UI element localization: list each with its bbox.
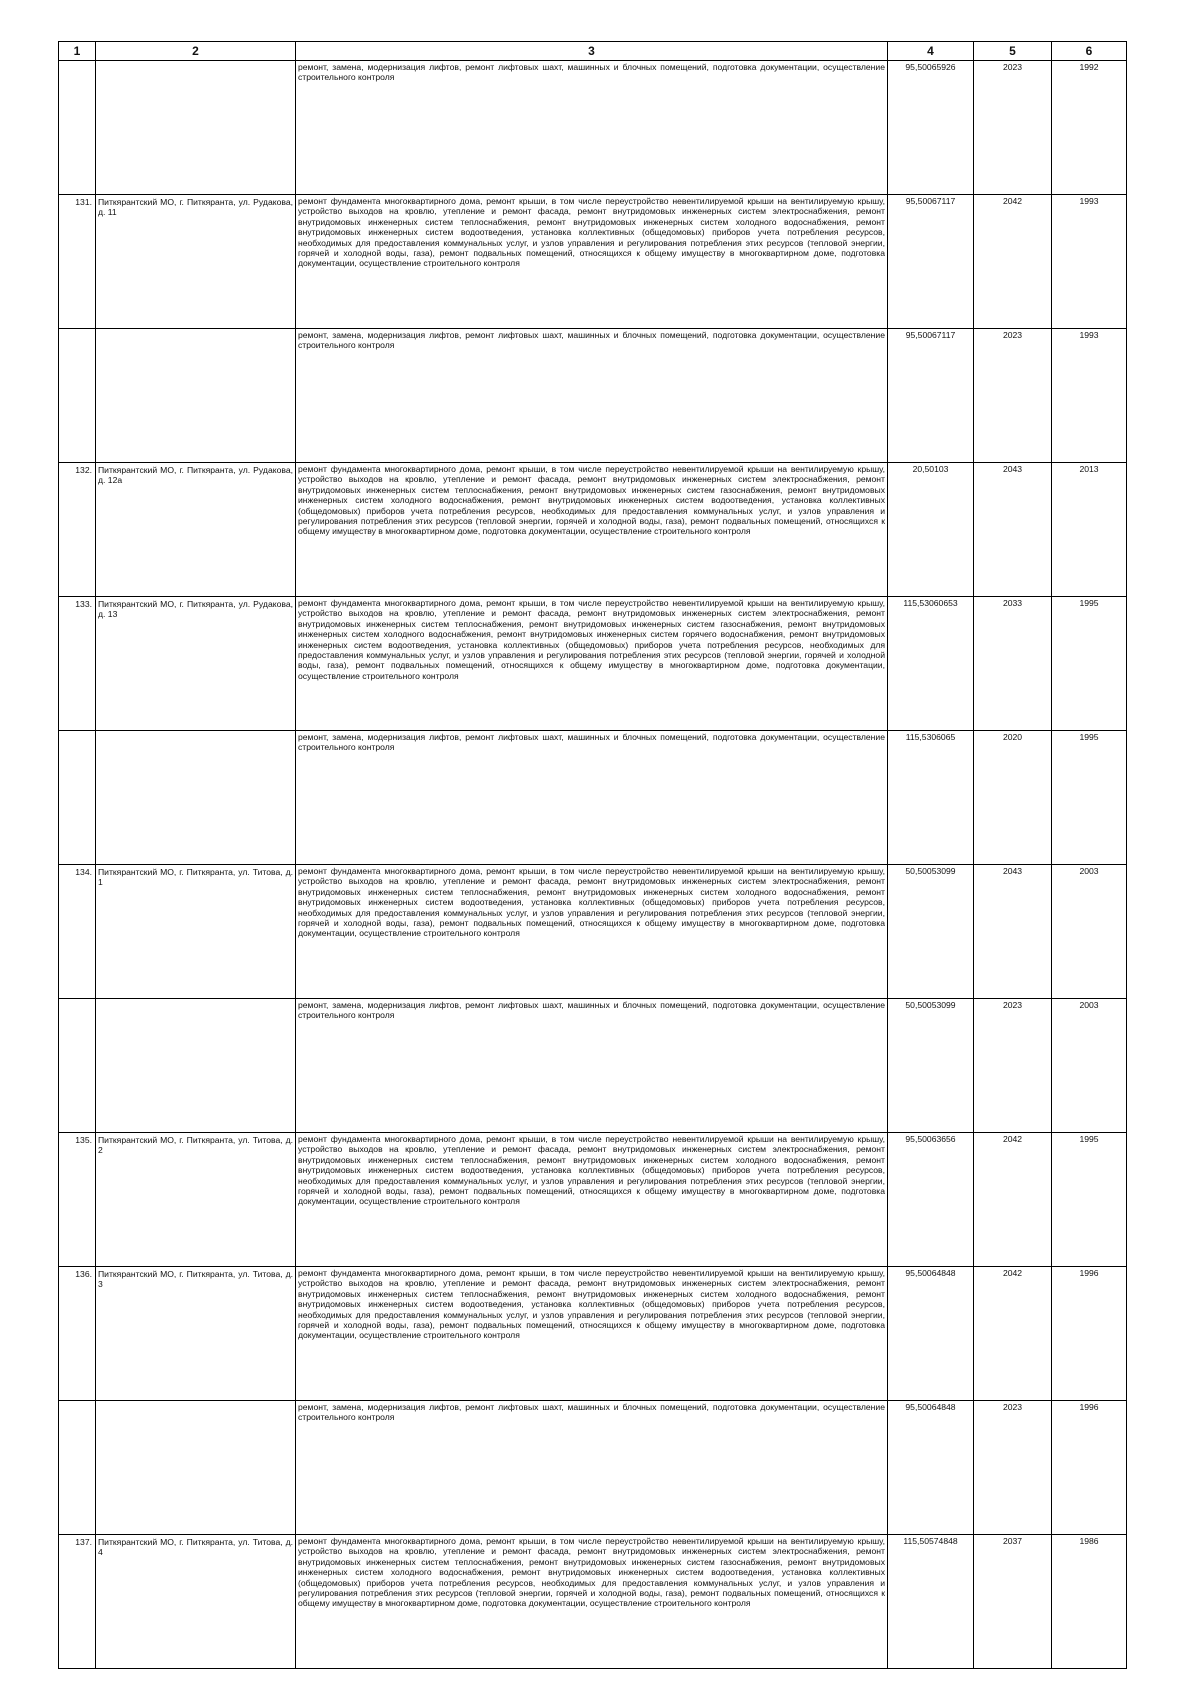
row-works: ремонт фундамента многоквартирного дома, ремонт крыши, в том числе переустройство невентилируемой крыши на вентилируемую крышу, устройство выходов на кровлю, утепление и ремонт фасада, ремонт внутридомовых инженерных систем электроснабжения, ремонт внутридомовых инженерных систем теплоснабжения, ремонт внутридомовых инженерных систем холодного водоснабжения, ремонт внутридомовых инженерных систем водоотведения, установка коллективных (общедомовых) приборов учета потребления ресурсов, необходимых для предоставления коммунальных услуг, и узлов управления и регулирования потребления этих ресурсов (тепловой энергии, горячей и холодной воды, газа), ремонт подвальных помещений, относящихся к общему имуществу в многоквартирном доме, подготовка документации, осуществление строительного контроля xyxy=(296,1267,888,1401)
table-row xyxy=(59,195,1127,329)
row-number: 137. xyxy=(59,1535,96,1669)
table-row xyxy=(59,731,1127,865)
row-built: 1993 xyxy=(1052,195,1127,329)
row-address xyxy=(96,61,296,195)
header-col-1: 1 xyxy=(59,42,96,61)
row-year: 2033 xyxy=(974,597,1052,731)
header-row xyxy=(59,42,1127,61)
row-address: Питкярантский МО, г. Питкяранта, ул. Титова, д. 4 xyxy=(96,1535,296,1669)
row-address: Питкярантский МО, г. Питкяранта, ул. Титова, д. 2 xyxy=(96,1133,296,1267)
row-number: 135. xyxy=(59,1133,96,1267)
row-year: 2023 xyxy=(974,999,1052,1133)
row-built: 1995 xyxy=(1052,731,1127,865)
row-number xyxy=(59,329,96,463)
row-year: 2037 xyxy=(974,1535,1052,1669)
table-row xyxy=(59,463,1127,597)
row-value: 50,50053099 xyxy=(888,865,974,999)
row-built: 1996 xyxy=(1052,1267,1127,1401)
row-year: 2043 xyxy=(974,865,1052,999)
row-value: 115,53060653 xyxy=(888,597,974,731)
row-built: 1996 xyxy=(1052,1401,1127,1535)
table-row xyxy=(59,1401,1127,1535)
table-row xyxy=(59,1133,1127,1267)
row-value: 95,50064848 xyxy=(888,1401,974,1535)
row-address: Питкярантский МО, г. Питкяранта, ул. Титова, д. 1 xyxy=(96,865,296,999)
row-value: 95,50064848 xyxy=(888,1267,974,1401)
row-address: Питкярантский МО, г. Питкяранта, ул. Рудакова, д. 13 xyxy=(96,597,296,731)
row-number: 132. xyxy=(59,463,96,597)
row-built: 1986 xyxy=(1052,1535,1127,1669)
row-built: 2003 xyxy=(1052,999,1127,1133)
row-number: 131. xyxy=(59,195,96,329)
table-row xyxy=(59,597,1127,731)
row-year: 2042 xyxy=(974,1267,1052,1401)
row-built: 1993 xyxy=(1052,329,1127,463)
row-value: 95,50067117 xyxy=(888,195,974,329)
row-built: 2013 xyxy=(1052,463,1127,597)
row-address: Питкярантский МО, г. Питкяранта, ул. Рудакова, д. 12а xyxy=(96,463,296,597)
row-works: ремонт фундамента многоквартирного дома, ремонт крыши, в том числе переустройство невентилируемой крыши на вентилируемую крышу, устройство выходов на кровлю, утепление и ремонт фасада, ремонт внутридомовых инженерных систем электроснабжения, ремонт внутридомовых инженерных систем теплоснабжения, ремонт внутридомовых инженерных систем газоснабжения, ремонт внутридомовых инженерных систем холодного водоснабжения, ремонт внутридомовых инженерных систем горячего водоснабжения, ремонт внутридомовых инженерных систем водоотведения, установка коллективных (общедомовых) приборов учета потребления ресурсов, необходимых для предоставления коммунальных услуг, и узлов управления и регулирования потребления этих ресурсов (тепловой энергии, горячей и холодной воды, газа), ремонт подвальных помещений, относящихся к общему имуществу в многоквартирном доме, подготовка документации, осуществление строительного контроля xyxy=(296,597,888,731)
header-col-3: 3 xyxy=(296,42,888,61)
header-col-4: 4 xyxy=(888,42,974,61)
row-built: 1992 xyxy=(1052,61,1127,195)
row-year: 2023 xyxy=(974,61,1052,195)
row-works: ремонт фундамента многоквартирного дома, ремонт крыши, в том числе переустройство невентилируемой крыши на вентилируемую крышу, устройство выходов на кровлю, утепление и ремонт фасада, ремонт внутридомовых инженерных систем электроснабжения, ремонт внутридомовых инженерных систем теплоснабжения, ремонт внутридомовых инженерных систем холодного водоснабжения, ремонт внутридомовых инженерных систем водоотведения, установка коллективных (общедомовых) приборов учета потребления ресурсов, необходимых для предоставления коммунальных услуг, и узлов управления и регулирования потребления этих ресурсов (тепловой энергии, горячей и холодной воды, газа), ремонт подвальных помещений, относящихся к общему имуществу в многоквартирном доме, подготовка документации, осуществление строительного контроля xyxy=(296,1133,888,1267)
row-works: ремонт, замена, модернизация лифтов, ремонт лифтовых шахт, машинных и блочных помещений, подготовка документации, осуществление строительного контроля xyxy=(296,1401,888,1535)
row-works: ремонт фундамента многоквартирного дома, ремонт крыши, в том числе переустройство невентилируемой крыши на вентилируемую крышу, устройство выходов на кровлю, утепление и ремонт фасада, ремонт внутридомовых инженерных систем электроснабжения, ремонт внутридомовых инженерных систем теплоснабжения, ремонт внутридомовых инженерных систем холодного водоснабжения, ремонт внутридомовых инженерных систем водоотведения, установка коллективных (общедомовых) приборов учета потребления ресурсов, необходимых для предоставления коммунальных услуг, и узлов управления и регулирования потребления этих ресурсов (тепловой энергии, горячей и холодной воды, газа), ремонт подвальных помещений, относящихся к общему имуществу в многоквартирном доме, подготовка документации, осуществление строительного контроля xyxy=(296,195,888,329)
row-number: 133. xyxy=(59,597,96,731)
row-value: 115,5306065 xyxy=(888,731,974,865)
row-address xyxy=(96,1401,296,1535)
header-col-6: 6 xyxy=(1052,42,1127,61)
row-number xyxy=(59,1401,96,1535)
row-address xyxy=(96,329,296,463)
row-number xyxy=(59,999,96,1133)
row-built: 2003 xyxy=(1052,865,1127,999)
row-works: ремонт, замена, модернизация лифтов, ремонт лифтовых шахт, машинных и блочных помещений, подготовка документации, осуществление строительного контроля xyxy=(296,329,888,463)
row-value: 95,50063656 xyxy=(888,1133,974,1267)
row-year: 2042 xyxy=(974,195,1052,329)
table-row xyxy=(59,329,1127,463)
row-value: 50,50053099 xyxy=(888,999,974,1133)
row-works: ремонт фундамента многоквартирного дома, ремонт крыши, в том числе переустройство невентилируемой крыши на вентилируемую крышу, устройство выходов на кровлю, утепление и ремонт фасада, ремонт внутридомовых инженерных систем электроснабжения, ремонт внутридомовых инженерных систем теплоснабжения, ремонт внутридомовых инженерных систем газоснабжения, ремонт внутридомовых инженерных систем холодного водоснабжения, ремонт внутридомовых инженерных систем водоотведения, установка коллективных (общедомовых) приборов учета потребления ресурсов, необходимых для предоставления коммунальных услуг, и узлов управления и регулирования потребления этих ресурсов (тепловой энергии, горячей и холодной воды, газа), ремонт подвальных помещений, относящихся к общему имуществу в многоквартирном доме, подготовка документации, осуществление строительного контроля xyxy=(296,1535,888,1669)
row-address: Питкярантский МО, г. Питкяранта, ул. Рудакова, д. 11 xyxy=(96,195,296,329)
row-built: 1995 xyxy=(1052,597,1127,731)
row-works: ремонт, замена, модернизация лифтов, ремонт лифтовых шахт, машинных и блочных помещений, подготовка документации, осуществление строительного контроля xyxy=(296,61,888,195)
table-row xyxy=(59,1267,1127,1401)
row-year: 2020 xyxy=(974,731,1052,865)
header-col-2: 2 xyxy=(96,42,296,61)
row-works: ремонт, замена, модернизация лифтов, ремонт лифтовых шахт, машинных и блочных помещений, подготовка документации, осуществление строительного контроля xyxy=(296,999,888,1133)
table-row xyxy=(59,999,1127,1133)
row-number xyxy=(59,731,96,865)
works-table xyxy=(58,41,1127,1669)
row-address xyxy=(96,999,296,1133)
row-built: 1995 xyxy=(1052,1133,1127,1267)
table-row xyxy=(59,61,1127,195)
row-value: 20,50103 xyxy=(888,463,974,597)
row-value: 115,50574848 xyxy=(888,1535,974,1669)
row-year: 2042 xyxy=(974,1133,1052,1267)
row-works: ремонт фундамента многоквартирного дома, ремонт крыши, в том числе переустройство невентилируемой крыши на вентилируемую крышу, устройство выходов на кровлю, утепление и ремонт фасада, ремонт внутридомовых инженерных систем электроснабжения, ремонт внутридомовых инженерных систем теплоснабжения, ремонт внутридомовых инженерных систем холодного водоснабжения, ремонт внутридомовых инженерных систем водоотведения, установка коллективных (общедомовых) приборов учета потребления ресурсов, необходимых для предоставления коммунальных услуг, и узлов управления и регулирования потребления этих ресурсов (тепловой энергии, горячей и холодной воды, газа), ремонт подвальных помещений, относящихся к общему имуществу в многоквартирном доме, подготовка документации, осуществление строительного контроля xyxy=(296,865,888,999)
row-year: 2023 xyxy=(974,1401,1052,1535)
row-address xyxy=(96,731,296,865)
table-row xyxy=(59,865,1127,999)
row-value: 95,50067117 xyxy=(888,329,974,463)
header-col-5: 5 xyxy=(974,42,1052,61)
row-number xyxy=(59,61,96,195)
row-address: Питкярантский МО, г. Питкяранта, ул. Титова, д. 3 xyxy=(96,1267,296,1401)
row-number: 134. xyxy=(59,865,96,999)
row-value: 95,50065926 xyxy=(888,61,974,195)
row-number: 136. xyxy=(59,1267,96,1401)
row-year: 2023 xyxy=(974,329,1052,463)
row-works: ремонт фундамента многоквартирного дома, ремонт крыши, в том числе переустройство невентилируемой крыши на вентилируемую крышу, устройство выходов на кровлю, утепление и ремонт фасада, ремонт внутридомовых инженерных систем электроснабжения, ремонт внутридомовых инженерных систем теплоснабжения, ремонт внутридомовых инженерных систем газоснабжения, ремонт внутридомовых инженерных систем холодного водоснабжения, ремонт внутридомовых инженерных систем водоотведения, установка коллективных (общедомовых) приборов учета потребления ресурсов, необходимых для предоставления коммунальных услуг, и узлов управления и регулирования потребления этих ресурсов (тепловой энергии, горячей и холодной воды, газа), ремонт подвальных помещений, относящихся к общему имуществу в многоквартирном доме, подготовка документации, осуществление строительного контроля xyxy=(296,463,888,597)
row-year: 2043 xyxy=(974,463,1052,597)
table-row xyxy=(59,1535,1127,1669)
row-works: ремонт, замена, модернизация лифтов, ремонт лифтовых шахт, машинных и блочных помещений, подготовка документации, осуществление строительного контроля xyxy=(296,731,888,865)
